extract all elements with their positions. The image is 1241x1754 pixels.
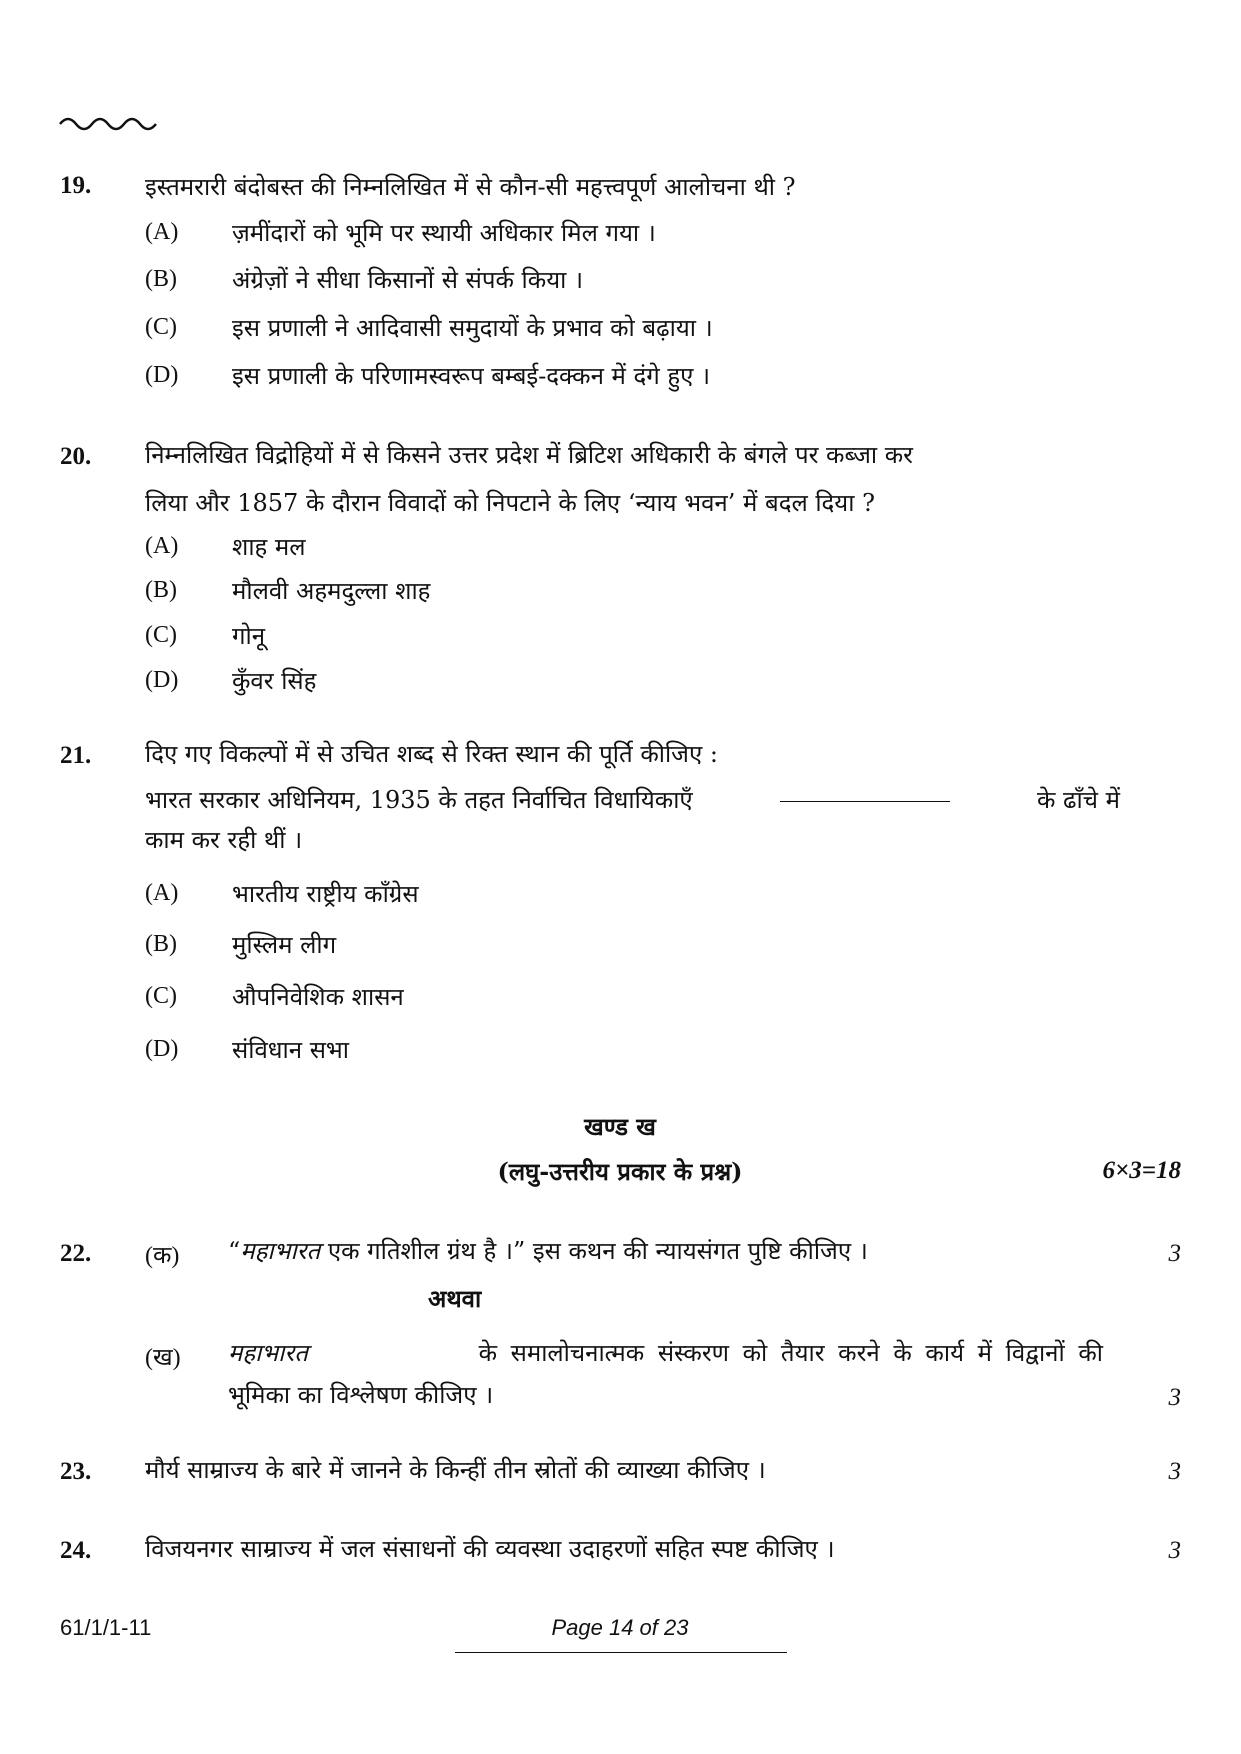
question-number: 22. — [60, 1240, 92, 1267]
section-title: खण्ड ख — [584, 1112, 656, 1141]
option-label: (A) — [145, 533, 179, 559]
option-text: संविधान सभा — [232, 1036, 350, 1064]
option-label: (D) — [145, 362, 179, 388]
open-quote: “ — [228, 1237, 241, 1265]
option-label: (B) — [145, 266, 177, 292]
question-number: 24. — [60, 1537, 92, 1564]
section-subtitle: (लघु-उत्तरीय प्रकार के प्रश्न) — [497, 1157, 743, 1186]
question-marks: 3 — [1168, 1384, 1181, 1411]
book-title: महाभारत — [240, 1237, 321, 1265]
option-label: (D) — [145, 1036, 179, 1062]
sub-question-label: (ख) — [145, 1345, 181, 1371]
option-text: ज़मींदारों को भूमि पर स्थायी अधिकार मिल गया । — [232, 219, 656, 247]
sub-question-b-rest: के समालोचनात्मक संस्करण को तैयार करने के कार्य में विद्वानों की — [478, 1339, 1103, 1367]
question-text-line1: दिए गए विकल्पों में से उचित शब्द से रिक्त स्थान की पूर्ति कीजिए : — [145, 740, 718, 768]
question-number: 20. — [60, 443, 92, 470]
option-label: (B) — [145, 577, 177, 603]
option-text: इस प्रणाली ने आदिवासी समुदायों के प्रभाव को बढ़ाया । — [232, 314, 713, 342]
or-separator: अथवा — [428, 1284, 482, 1313]
sub-question-a-text — [228, 1234, 868, 1267]
question-number: 23. — [60, 1458, 92, 1485]
option-text: अंग्रेज़ों ने सीधा किसानों से संपर्क किया । — [232, 266, 584, 294]
sub-question-b-line2: भूमिका का विश्लेषण कीजिए । — [228, 1381, 494, 1409]
option-text: इस प्रणाली के परिणामस्वरूप बम्बई-दक्कन में दंगे हुए । — [232, 362, 711, 390]
option-text: मुस्लिम लीग — [232, 931, 337, 959]
option-label: (B) — [145, 931, 177, 957]
page-number: Page 14 of 23 — [551, 1615, 689, 1640]
option-label: (C) — [145, 622, 177, 648]
question-number: 19. — [60, 172, 92, 199]
fill-in-text-after: के ढाँचे में — [1036, 786, 1120, 814]
option-text: शाह मल — [232, 533, 306, 561]
sub-question-label: (क) — [145, 1243, 180, 1269]
option-label: (D) — [145, 667, 179, 693]
question-text-line3: काम कर रही थीं । — [145, 826, 303, 854]
question-text-line2: लिया और 1857 के दौरान विवादों को निपटाने के लिए ‘न्याय भवन’ में बदल दिया ? — [145, 489, 875, 517]
question-number: 21. — [60, 742, 92, 769]
question-text-line1: निम्नलिखित विद्रोहियों में से किसने उत्तर प्रदेश में ब्रिटिश अधिकारी के बंगले पर कब्जा कर — [145, 441, 914, 469]
option-label: (A) — [145, 880, 179, 906]
option-text: गोनू — [232, 622, 266, 650]
paper-code: 61/1/1-11 — [60, 1615, 152, 1640]
question-text: मौर्य साम्राज्य के बारे में जानने के किन्हीं तीन स्रोतों की व्याख्या कीजिए । — [145, 1456, 766, 1484]
question-text: इस्तमरारी बंदोबस्त की निम्नलिखित में से कौन-सी महत्त्वपूर्ण आलोचना थी ? — [145, 173, 796, 201]
question-marks: 3 — [1168, 1458, 1181, 1485]
option-text: भारतीय राष्ट्रीय काँग्रेस — [232, 880, 419, 908]
fill-in-blank — [780, 801, 950, 802]
option-label: (C) — [145, 314, 177, 340]
option-text: औपनिवेशिक शासन — [232, 983, 404, 1011]
option-label: (A) — [145, 219, 179, 245]
question-marks: 3 — [1168, 1537, 1181, 1564]
option-text: कुँवर सिंह — [232, 667, 317, 695]
wave-ornament — [58, 112, 158, 134]
footer-divider — [455, 1652, 787, 1653]
sub-question-a-rest: एक गतिशील ग्रंथ है ।” इस कथन की न्यायसंगत पुष्टि कीजिए । — [320, 1237, 868, 1265]
option-label: (C) — [145, 983, 177, 1009]
question-marks: 3 — [1168, 1240, 1181, 1267]
fill-in-text-before: भारत सरकार अधिनियम, 1935 के तहत निर्वाचित विधायिकाएँ — [145, 786, 693, 814]
option-text: मौलवी अहमदुल्ला शाह — [232, 577, 431, 605]
book-title: महाभारत — [228, 1339, 308, 1367]
sub-question-b-line1 — [228, 1336, 1103, 1369]
question-text: विजयनगर साम्राज्य में जल संसाधनों की व्यवस्था उदाहरणों सहित स्पष्ट कीजिए । — [145, 1535, 835, 1563]
section-marks: 6×3=18 — [1102, 1157, 1181, 1184]
